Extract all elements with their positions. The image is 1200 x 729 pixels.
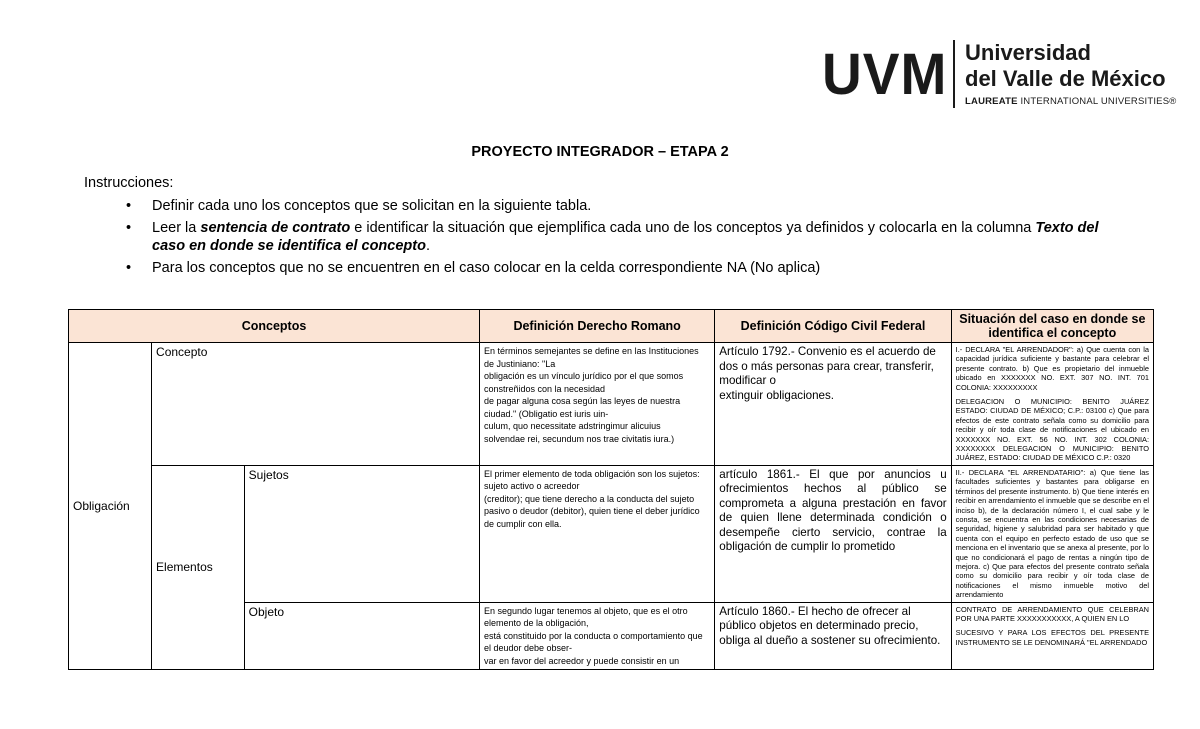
instructions-list xyxy=(126,197,1116,281)
caso-paragraph: I.- DECLARA "EL ARRENDADOR": a) Que cuenta con la capacidad jurídica suficiente y bastante para celebrar el presente contrato. b) Que es propietario del inmueble ubicado en XXXXXXX NO. EXT. 307 NO. INT. 701 COLONIA: XXXXXXXXX xyxy=(955,345,1149,392)
header-conceptos: Conceptos xyxy=(69,310,480,343)
cell-concepto-label: Concepto xyxy=(152,343,480,466)
instruction-text-3: Para los conceptos que no se encuentren en el caso colocar en la celda correspondiente NA (No aplica) xyxy=(152,260,821,276)
logo-tagline xyxy=(965,96,1176,107)
cell-objeto-civil: Artículo 1860.- El hecho de ofrecer al público objetos en determinado precio, obliga al dueño a sostener su ofrecimiento. xyxy=(715,602,951,670)
table-row xyxy=(69,465,1154,602)
document-title: PROYECTO INTEGRADOR – ETAPA 2 xyxy=(471,144,729,160)
cell-objeto-romano: En segundo lugar tenemos al objeto, que es el otro elemento de la obligación, está constituido por la conducta o comportamiento que el deudor debe obser- var en favor del acreedor y puede consistir en un xyxy=(479,602,714,670)
instruction-text-2b: e identificar la situación que ejemplifica cada uno de los conceptos ya definidos y colocarla en la columna xyxy=(350,220,1036,236)
instruction-item xyxy=(126,197,1116,215)
cell-elementos: Elementos xyxy=(152,465,245,669)
logo-tagline-rest: INTERNATIONAL UNIVERSITIES® xyxy=(1020,96,1177,107)
instruction-emphasis-1: sentencia de contrato xyxy=(200,220,351,236)
logo-university-line2: del Valle de México xyxy=(965,66,1166,91)
instruction-text-2c: . xyxy=(425,238,430,254)
table-header-row xyxy=(69,310,1154,343)
logo-brand: UVM xyxy=(822,42,948,107)
instruction-emphasis-2: Texto del caso en donde se identifica el concepto xyxy=(152,220,1099,254)
logo-separator xyxy=(953,40,955,108)
instruction-item xyxy=(126,259,1116,277)
caso-paragraph: CONTRATO DE ARRENDAMIENTO QUE CELEBRAN POR UNA PARTE XXXXXXXXXXX, A QUIEN EN LO xyxy=(955,604,1149,623)
table-row xyxy=(69,343,1154,466)
header-codigo-civil: Definición Código Civil Federal xyxy=(715,310,951,343)
logo-tagline-bold: LAUREATE xyxy=(965,96,1018,107)
cell-sujetos-civil: artículo 1861.- El que por anuncios u ofrecimientos hechos al público se comprometa a alguna prestación en favor de quien llene determinada condición o desempeñe cierto servicio, contrae la obligación de cumplir lo prometido xyxy=(715,465,951,602)
header-situacion-caso: Situación del caso en donde se identifica el concepto xyxy=(951,310,1153,343)
uvm-logo xyxy=(822,40,1177,110)
cell-concepto-civil: Artículo 1792.- Convenio es el acuerdo de dos o más personas para crear, transferir, modificar o extinguir obligaciones. xyxy=(715,343,951,466)
cell-concepto-caso xyxy=(951,343,1153,466)
cell-sujetos-romano: El primer elemento de toda obligación son los sujetos: sujeto activo o acreedor (creditor); que tiene derecho a la conducta del sujeto pasivo o deudor (debitor), quien tiene el deber jurídico de cumplir con ella. xyxy=(479,465,714,602)
cell-sujetos-caso: II.- DECLARA "EL ARRENDATARIO": a) Que tiene las facultades suficientes y bastantes para obligarse en términos del presente instrumento. b) Que tiene interés en recibir en arrendamiento el inmueble que se describe en el inciso b), de la declaración número I, el cual sabe y le consta, se encuentra en las condiciones necesarias de seguridad, higiene y salubridad para ser habitado y que cuenta con el equipo en perfecto estado de uso que se menciona en el inventario que se anexa al presente, por lo que no condicionará el pago de rentas a ningún tipo de mejora. c) Que para efectos del presente contrato señala como su domicilio para recibir y oír toda clase de notificaciones el mismo inmueble motivo del arrendamiento xyxy=(951,465,1153,602)
instruction-item xyxy=(126,219,1116,255)
instruction-text-1: Definir cada uno los conceptos que se solicitan en la siguiente tabla. xyxy=(152,198,592,214)
instruction-text-2a: Leer la xyxy=(152,220,201,236)
cell-objeto-caso xyxy=(951,602,1153,670)
concepts-table xyxy=(68,309,1154,670)
logo-university-line1: Universidad xyxy=(965,40,1091,65)
caso-paragraph: SUCESIVO Y PARA LOS EFECTOS DEL PRESENTE INSTRUMENTO SE LE DENOMINARÁ "EL ARRENDADO xyxy=(955,628,1149,647)
cell-sujetos-label: Sujetos xyxy=(244,465,479,602)
cell-objeto-label: Objeto xyxy=(244,602,479,670)
cell-obligacion: Obligación xyxy=(69,343,152,670)
caso-paragraph: DELEGACION O MUNICIPIO: BENITO JUÁREZ ESTADO: CIUDAD DE MÉXICO; C.P.: 03100 c) Que para efectos de este contrato señala como su domicilio para recibir y oír toda clase de notificaciones el ubicado en XXXXXXX NO. EXT. 56 NO. INT. 302 COLONIA: XXXXXXXX DELEGACION O MUNICIPIO: BENITO JUÁREZ, ESTADO: CIUDAD DE MÉXICO C.P.: 0320 xyxy=(955,397,1149,463)
cell-concepto-romano: En términos semejantes se define en las Instituciones de Justiniano: "La obligación es un vínculo jurídico por el que somos constreñidos con la necesidad de pagar alguna cosa según las leyes de nuestra ciudad." (Obligatio est iuris uin- culum, quo necessitate adstringimur alicuius solvendae rei, secundum nos trae civitatis iura.) xyxy=(479,343,714,466)
instructions-heading: Instrucciones: xyxy=(84,175,174,191)
header-derecho-romano: Definición Derecho Romano xyxy=(479,310,714,343)
